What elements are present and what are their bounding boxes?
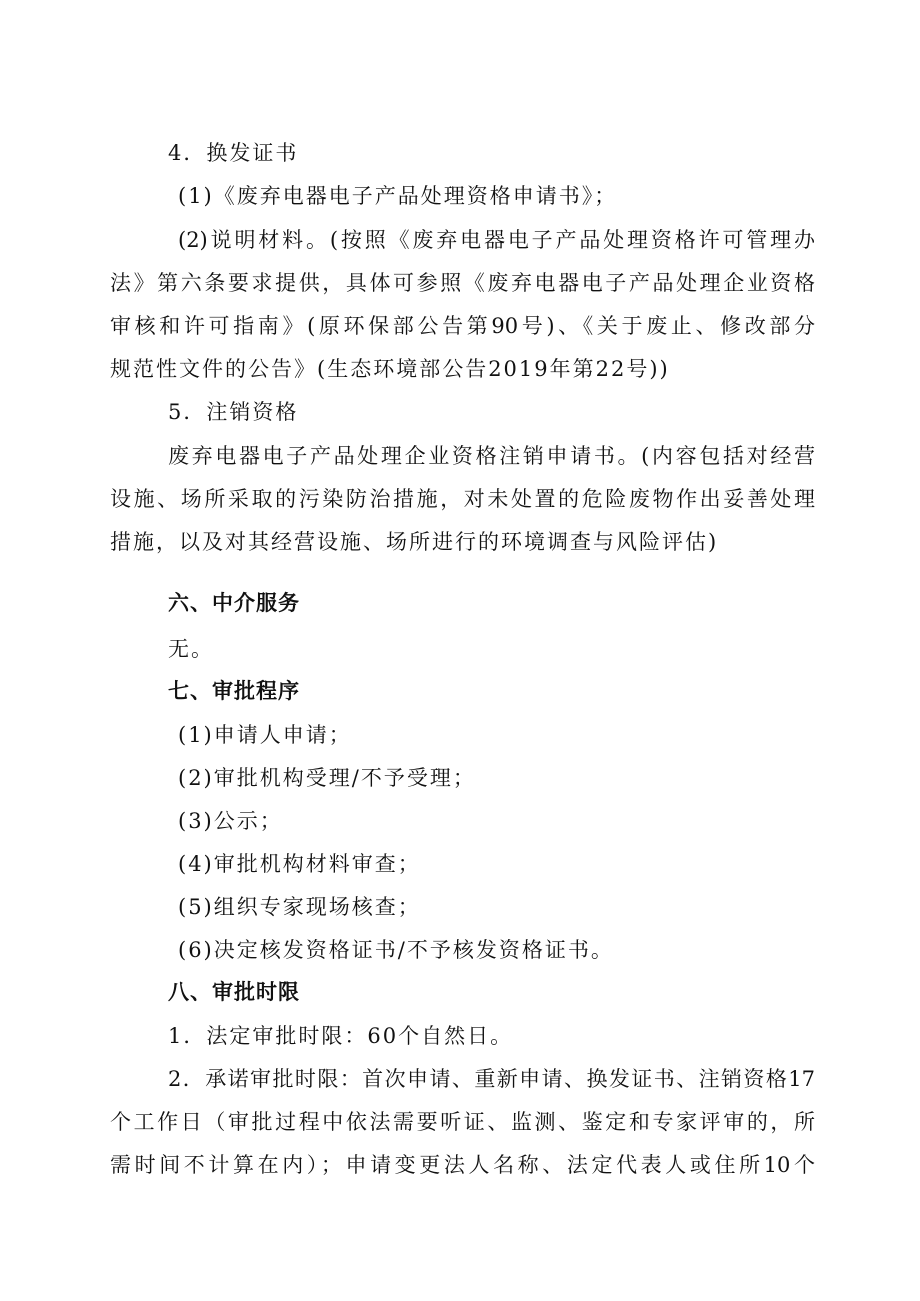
- subsection-4-title: 4．换发证书: [168, 141, 299, 165]
- paragraph-line: 1．法定审批时限：60个自然日。: [168, 1024, 514, 1048]
- paragraph-line: 个工作日（审批过程中依法需要听证、监测、鉴定和专家评审的，所: [110, 1110, 815, 1134]
- paragraph-line: 措施，以及对其经营设施、场所进行的环境调查与风险评估): [110, 530, 719, 554]
- list-item: (1)申请人申请；: [178, 723, 352, 747]
- paragraph-line: 法》第六条要求提供，具体可参照《废弃电器电子产品处理企业资格: [110, 271, 815, 295]
- section-heading-procedure: 七、审批程序: [168, 679, 300, 703]
- list-item: (5)组织专家现场核查；: [178, 895, 421, 919]
- section-heading-intermediary: 六、中介服务: [168, 591, 300, 615]
- list-item: (1)《废弃电器电子产品处理资格申请书》；: [178, 184, 618, 208]
- paragraph-line: 废弃电器电子产品处理企业资格注销申请书。(内容包括对经营: [168, 444, 815, 468]
- paragraph-line: (2)说明材料。(按照《废弃电器电子产品处理资格许可管理办: [178, 228, 815, 252]
- list-item: (4)审批机构材料审查；: [178, 852, 421, 876]
- paragraph-line: 无。: [168, 637, 214, 661]
- list-item: (3)公示；: [178, 809, 283, 833]
- paragraph-line: 规范性文件的公告》(生态环境部公告2019年第22号)): [110, 357, 670, 381]
- section-heading-time-limit: 八、审批时限: [168, 980, 300, 1004]
- list-item: (2)审批机构受理/不予受理；: [178, 766, 476, 790]
- paragraph-line: 审核和许可指南》(原环保部公告第90号)、《关于废止、修改部分: [110, 314, 815, 338]
- subsection-5-title: 5．注销资格: [168, 400, 299, 424]
- paragraph-line: 需时间不计算在内）；申请变更法人名称、法定代表人或住所10个: [110, 1153, 815, 1177]
- paragraph-line: 设施、场所采取的污染防治措施，对未处置的危险废物作出妥善处理: [110, 487, 815, 511]
- paragraph-line: 2．承诺审批时限：首次申请、重新申请、换发证书、注销资格17: [168, 1067, 815, 1091]
- list-item: (6)决定核发资格证书/不予核发资格证书。: [178, 938, 614, 962]
